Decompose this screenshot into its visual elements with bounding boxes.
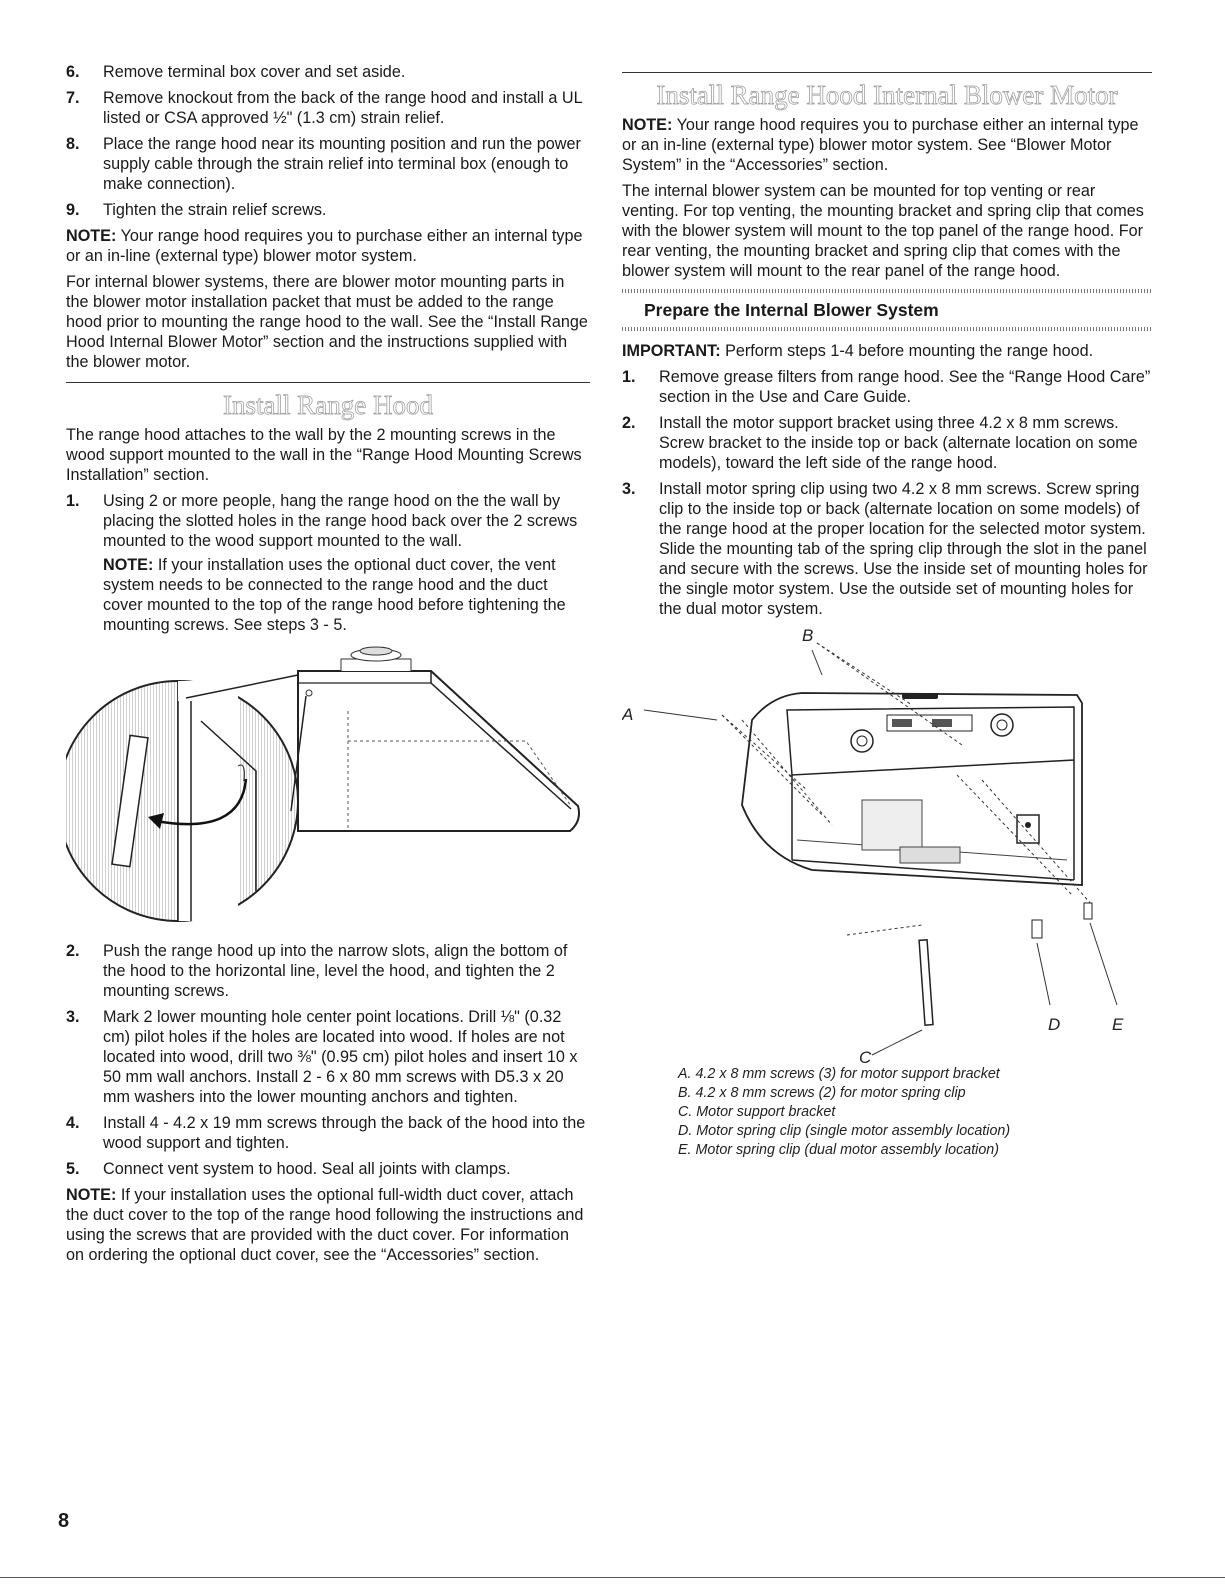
list-item bbox=[622, 479, 1152, 619]
right-column bbox=[622, 62, 1152, 1160]
steps-list-a bbox=[66, 62, 590, 220]
important-label: IMPORTANT: bbox=[622, 342, 721, 360]
figure-label-a: A bbox=[622, 705, 634, 724]
note-label: NOTE: bbox=[103, 556, 154, 574]
note-label: NOTE: bbox=[66, 227, 117, 245]
list-item bbox=[66, 491, 590, 635]
list-item bbox=[66, 62, 590, 82]
subsection-rule-top bbox=[622, 289, 1152, 293]
step-text: Place the range hood near its mounting position and run the power supply cable through the strain relief into terminal box (enough to make connection). bbox=[103, 135, 581, 193]
step-text: Install 4 - 4.2 x 19 mm screws through the back of the hood into the wood support and tighten. bbox=[103, 1114, 586, 1152]
note-paragraph bbox=[66, 226, 590, 266]
subsection-rule-bottom bbox=[622, 327, 1152, 331]
figure-caption bbox=[678, 1065, 1152, 1160]
steps-list-install bbox=[66, 491, 590, 635]
section-title: Install Range Hood bbox=[223, 390, 433, 420]
step-text: Connect vent system to hood. Seal all joints with clamps. bbox=[103, 1160, 511, 1178]
important-text: Perform steps 1-4 before mounting the range hood. bbox=[720, 342, 1094, 360]
figure-label-d: D bbox=[1048, 1015, 1061, 1034]
step-note bbox=[103, 555, 590, 635]
caption-line: E. Motor spring clip (dual motor assembly location) bbox=[678, 1142, 1000, 1158]
note-label: NOTE: bbox=[622, 116, 673, 134]
caption-line: B. 4.2 x 8 mm screws (2) for motor spring clip bbox=[678, 1085, 966, 1101]
section-divider bbox=[622, 72, 1152, 73]
note-text: If your installation uses the optional full-width duct cover, attach the duct cover to the top of the range hood following the instructions and using the screws that are provided with the duct cover. For information on ordering the optional duct cover, see the “Accessories” section. bbox=[66, 1186, 584, 1264]
step-text: Remove knockout from the back of the range hood and install a UL listed or CSA approved ½" (1.3 cm) strain relief. bbox=[103, 89, 583, 127]
step-text: Tighten the strain relief screws. bbox=[103, 201, 327, 219]
body-paragraph: The internal blower system can be mounted for top venting or rear venting. For top venting, the mounting bracket and spring clip that comes with the blower system will mount to the top panel of the range hood. For rear venting, the mounting bracket and spring clip that comes with the blower system will mount to the rear panel of the range hood. bbox=[622, 182, 1144, 280]
left-column bbox=[66, 62, 590, 1271]
list-item bbox=[622, 367, 1152, 407]
step-text: Mark 2 lower mounting hole center point locations. Drill ⅛" (0.32 cm) pilot holes if the holes are located into wood. If holes are not located into wood, drill two ⅜" (0.95 cm) pilot holes and insert 10 x 50 mm wall anchors. Install 2 - 6 x 80 mm screws with D5.3 x 20 mm washers into the lower mounting anchors and tighten. bbox=[103, 1008, 578, 1106]
hood-mounting-illustration bbox=[66, 641, 590, 941]
steps-list-blower bbox=[622, 367, 1152, 619]
step-number: 8. bbox=[66, 135, 80, 153]
note-text: Your range hood requires you to purchase either an internal type or an in-line (external type) blower motor system. bbox=[66, 227, 583, 265]
step-number: 1. bbox=[622, 368, 636, 386]
step-number: 3. bbox=[622, 480, 636, 498]
steps-list-b bbox=[66, 941, 590, 1179]
list-item bbox=[622, 413, 1152, 473]
list-item bbox=[66, 134, 590, 194]
list-item bbox=[66, 941, 590, 1001]
figure-label-e: E bbox=[1112, 1015, 1124, 1034]
step-number: 2. bbox=[622, 414, 636, 432]
figure-label-b: B bbox=[802, 626, 814, 645]
step-text: Push the range hood up into the narrow slots, align the bottom of the hood to the horizontal line, level the hood, and tighten the 2 mounting screws. bbox=[103, 942, 568, 1000]
step-text: Install motor spring clip using two 4.2 x 8 mm screws. Screw spring clip to the inside top or back (alternate location on some models) of the range hood at the proper location for the selected motor system. Slide the mounting tab of the spring clip through the slot in the panel and secure with the screws. Use the inside set of mounting holes for the single motor system. Use the outside set of mounting holes for the dual motor system. bbox=[659, 480, 1148, 618]
step-number: 2. bbox=[66, 942, 80, 960]
list-item bbox=[66, 88, 590, 128]
step-number: 5. bbox=[66, 1160, 80, 1178]
list-item bbox=[66, 200, 590, 220]
caption-line: C. Motor support bracket bbox=[678, 1104, 836, 1120]
note-paragraph bbox=[622, 115, 1152, 175]
step-number: 3. bbox=[66, 1008, 80, 1026]
hood-body bbox=[298, 671, 579, 831]
caption-line: D. Motor spring clip (single motor assembly location) bbox=[678, 1123, 1011, 1139]
section-title: Install Range Hood Internal Blower Motor bbox=[656, 80, 1118, 110]
step-text: Remove terminal box cover and set aside. bbox=[103, 63, 406, 81]
note-text: Your range hood requires you to purchase either an internal type or an in-line (external type) blower motor system. See “Blower Motor System” in the “Accessories” section. bbox=[622, 116, 1139, 174]
step-text: Install the motor support bracket using three 4.2 x 8 mm screws. Screw bracket to the inside top or back (alternate location on some models), toward the left side of the range hood. bbox=[659, 414, 1138, 472]
body-paragraph: For internal blower systems, there are blower motor mounting parts in the blower motor installation packet that must be added to the range hood prior to mounting the range hood to the wall. See the “Install Range Hood Internal Blower Motor” section and the instructions supplied with the blower motor. bbox=[66, 273, 588, 371]
figure-label-c: C bbox=[859, 1048, 872, 1065]
section-divider bbox=[66, 382, 590, 383]
page-bottom-rule bbox=[0, 1577, 1225, 1578]
note-text: If your installation uses the optional duct cover, the vent system needs to be connected to the range hood and the duct cover mounted to the top of the range hood before tightening the mounting screws. See steps 3 - 5. bbox=[103, 556, 566, 634]
note-label: NOTE: bbox=[66, 1186, 117, 1204]
page-number: 8 bbox=[58, 1510, 70, 1532]
step-text: Using 2 or more people, hang the range hood on the the wall by placing the slotted holes in the range hood back over the 2 screws mounted to the wood support mounted to the wall. bbox=[103, 492, 578, 550]
note-paragraph bbox=[66, 1185, 590, 1265]
list-item bbox=[66, 1007, 590, 1107]
subsection-title: Prepare the Internal Blower System bbox=[644, 300, 939, 320]
list-item bbox=[66, 1113, 590, 1153]
blower-bracket-illustration bbox=[622, 625, 1152, 1065]
step-text: Remove grease filters from range hood. See the “Range Hood Care” section in the Use and Care Guide. bbox=[659, 368, 1151, 406]
step-number: 6. bbox=[66, 63, 80, 81]
step-number: 1. bbox=[66, 492, 80, 510]
important-paragraph bbox=[622, 341, 1152, 361]
body-paragraph: The range hood attaches to the wall by the 2 mounting screws in the wood support mounted to the wall in the “Range Hood Mounting Screws Installation” section. bbox=[66, 426, 582, 484]
step-number: 9. bbox=[66, 201, 80, 219]
list-item bbox=[66, 1159, 590, 1179]
caption-line: A. 4.2 x 8 mm screws (3) for motor support bracket bbox=[678, 1066, 1000, 1082]
step-number: 4. bbox=[66, 1114, 80, 1132]
step-number: 7. bbox=[66, 89, 80, 107]
